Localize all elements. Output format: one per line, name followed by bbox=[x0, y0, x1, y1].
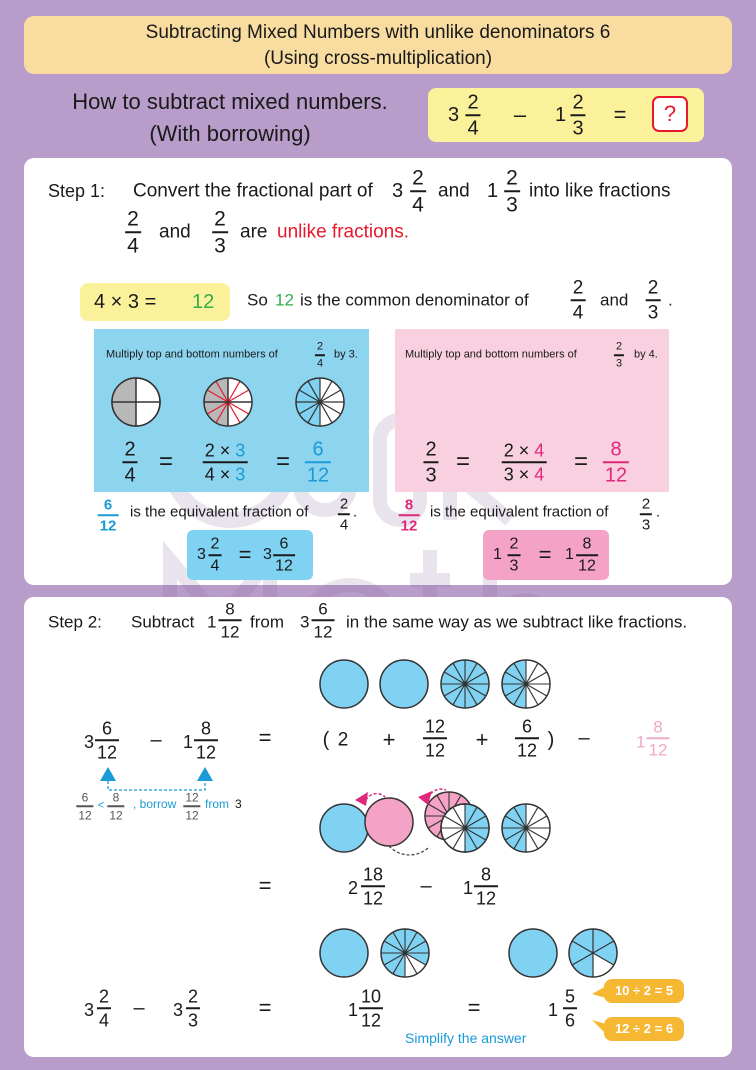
unlike-are: are bbox=[240, 221, 268, 243]
step1-label: Step 1: bbox=[48, 181, 106, 201]
s2-equals-1: = bbox=[258, 725, 272, 750]
problem-minus: – bbox=[513, 102, 527, 127]
s2-whole-3: 3 bbox=[84, 732, 95, 752]
s2-row3-2-3: 2 3 bbox=[187, 986, 199, 1030]
s2-minus: – bbox=[150, 729, 162, 751]
title-line-1: Subtracting Mixed Numbers with unlike denominators 6 bbox=[145, 22, 611, 43]
title-line-2: (Using cross-multiplication) bbox=[263, 48, 493, 69]
equiv-6-12: 6 12 bbox=[99, 496, 117, 534]
conv-right-8-12: 8 12 bbox=[578, 535, 596, 574]
conv-right-whole: 1 bbox=[493, 546, 502, 563]
s2-row3-minus: – bbox=[133, 997, 145, 1019]
cd-value: 12 bbox=[275, 290, 294, 310]
eq-left-equals-2: = bbox=[275, 448, 291, 475]
problem-equals: = bbox=[613, 102, 627, 127]
s2-plus-2: + bbox=[475, 727, 489, 752]
eq-right-8-12: 8 12 bbox=[604, 438, 628, 486]
s2-faded-whole: 1 bbox=[636, 732, 646, 752]
step2-whole-1: 1 bbox=[207, 612, 217, 632]
step2-subtract: Subtract bbox=[131, 612, 195, 632]
unlike-fractions-label: unlike fractions. bbox=[277, 221, 410, 243]
s2-two: 2 bbox=[337, 729, 349, 751]
conv-left-equals: = bbox=[238, 542, 252, 567]
eq-left-equals-1: = bbox=[158, 448, 174, 475]
equiv-left-period: . bbox=[353, 503, 358, 521]
equiv-right-text: is the equivalent fraction of bbox=[430, 503, 609, 521]
simplify-tag-denominator-text: 12 ÷ 2 = 6 bbox=[614, 1021, 674, 1036]
borrow-from: from bbox=[205, 797, 229, 811]
s2-frac-6-12: 6 12 bbox=[96, 718, 118, 762]
conv-right-whole-2: 1 bbox=[565, 546, 574, 563]
howto-line-1: How to subtract mixed numbers. bbox=[72, 89, 388, 114]
unlike-frac-2-4: 2 4 bbox=[127, 207, 139, 257]
cd-result: 12 bbox=[192, 291, 215, 313]
s2-minus-2: – bbox=[578, 727, 590, 749]
step1-like-fractions-text: into like fractions bbox=[529, 180, 671, 202]
s2-final-whole: 1 bbox=[548, 1000, 559, 1020]
s2-faded-8-12: 8 12 bbox=[648, 717, 668, 759]
unlike-and: and bbox=[159, 221, 191, 243]
s2-open-paren: ( bbox=[322, 729, 330, 751]
s2-equals-2: = bbox=[258, 873, 272, 898]
problem-fraction-1: 2 4 bbox=[467, 91, 479, 139]
borrow-6-12: 6 12 bbox=[78, 790, 92, 822]
equiv-left-2-4: 2 4 bbox=[339, 495, 349, 533]
answer-box: ? bbox=[652, 96, 688, 132]
borrow-12-12: 12 12 bbox=[185, 790, 199, 822]
unlike-frac-2-3: 2 3 bbox=[214, 207, 226, 257]
s2-frac-8-12: 8 12 bbox=[195, 718, 217, 762]
borrow-three: 3 bbox=[235, 797, 242, 811]
conv-right-equals: = bbox=[538, 542, 552, 567]
borrow-text: , borrow bbox=[133, 797, 177, 811]
step1-whole-3: 3 bbox=[392, 180, 404, 202]
problem-whole-1: 3 bbox=[448, 104, 460, 126]
equiv-left-text: is the equivalent fraction of bbox=[130, 503, 309, 521]
cd-calc: 4 × 3 = bbox=[94, 291, 157, 313]
s2-whole-1: 1 bbox=[183, 732, 194, 752]
s2-frac-12-12: 12 12 bbox=[424, 716, 446, 760]
s2-row3-10-12: 10 12 bbox=[360, 986, 382, 1030]
multiply-left-frac: 2 4 bbox=[316, 340, 324, 369]
step2-whole-3: 3 bbox=[300, 612, 310, 632]
multiply-right-frac: 2 3 bbox=[615, 340, 623, 369]
step2-from: from bbox=[250, 612, 284, 632]
step2-frac-8-12: 8 12 bbox=[220, 599, 240, 641]
s2-row3-whole-b: 3 bbox=[173, 1000, 184, 1020]
s2-row3-2-4: 2 4 bbox=[98, 986, 110, 1030]
cd-and: and bbox=[600, 290, 629, 310]
step2-rest-text: in the same way as we subtract like fractions. bbox=[346, 612, 688, 632]
cd-period: . bbox=[668, 290, 673, 310]
equiv-right-2-3: 2 3 bbox=[641, 495, 651, 533]
problem-fraction-2: 2 3 bbox=[572, 91, 584, 139]
equiv-right-period: . bbox=[656, 503, 661, 521]
multiply-left-text: Multiply top and bottom numbers of bbox=[106, 348, 278, 361]
eq-right-2-3: 2 3 bbox=[425, 438, 437, 486]
eq-right-equals-1: = bbox=[455, 448, 471, 475]
howto-line-2: (With borrowing) bbox=[149, 121, 311, 146]
step2-label: Step 2: bbox=[48, 612, 102, 632]
conv-left-6-12: 6 12 bbox=[275, 535, 293, 574]
multiply-left-by3: by 3. bbox=[334, 348, 358, 361]
eq-right-multiply: 2 × 4 3 × 4 bbox=[503, 440, 545, 484]
cd-frac-2-3: 2 3 bbox=[647, 277, 659, 323]
s2-final-5-6: 5 6 bbox=[564, 986, 576, 1030]
s2-equals-3: = bbox=[258, 995, 272, 1020]
eq-right-equals-2: = bbox=[573, 448, 589, 475]
cd-text: is the common denominator of bbox=[300, 290, 529, 310]
eq-left-2-4: 2 4 bbox=[124, 438, 136, 486]
s2-row2-whole-1: 1 bbox=[463, 878, 474, 898]
cd-frac-2-4: 2 4 bbox=[572, 277, 584, 323]
conv-left-whole: 3 bbox=[197, 546, 206, 563]
simplify-note: Simplify the answer bbox=[405, 1030, 527, 1046]
s2-plus-1: + bbox=[382, 727, 396, 752]
cd-so: So bbox=[247, 290, 268, 310]
borrow-8-12: 8 12 bbox=[109, 790, 123, 822]
s2-row2-8-12: 8 12 bbox=[475, 864, 497, 908]
step1-whole-1: 1 bbox=[487, 180, 499, 202]
equiv-8-12: 8 12 bbox=[400, 496, 418, 534]
s2-row3-result-whole: 1 bbox=[348, 1000, 359, 1020]
conv-left-2-4: 2 4 bbox=[210, 535, 220, 574]
step1-frac-2-3: 2 3 bbox=[506, 166, 518, 216]
conv-left-whole-2: 3 bbox=[263, 546, 272, 563]
multiply-right-by4: by 4. bbox=[634, 348, 658, 361]
multiply-right-text: Multiply top and bottom numbers of bbox=[405, 348, 577, 361]
s2-row2-18-12: 18 12 bbox=[362, 864, 384, 908]
eq-left-multiply: 2 × 3 4 × 3 bbox=[204, 440, 246, 484]
s2-frac-6-12-b: 6 12 bbox=[516, 716, 538, 760]
s2-close-paren: ) bbox=[547, 729, 555, 751]
step2-frac-6-12: 6 12 bbox=[313, 599, 333, 641]
s2-row2-minus: – bbox=[420, 875, 432, 897]
step1-frac-2-4: 2 4 bbox=[412, 166, 424, 216]
conv-right-2-3: 2 3 bbox=[509, 535, 519, 574]
eq-left-6-12: 6 12 bbox=[306, 438, 330, 486]
s2-equals-4: = bbox=[467, 995, 481, 1020]
problem-whole-2: 1 bbox=[555, 104, 567, 126]
step1-and: and bbox=[438, 180, 470, 202]
borrow-lt: < bbox=[97, 799, 105, 812]
step1-instruction: Convert the fractional part of bbox=[133, 180, 373, 202]
s2-row3-whole-3: 3 bbox=[84, 1000, 95, 1020]
s2-row2-whole-2: 2 bbox=[348, 878, 359, 898]
simplify-tag-numerator-text: 10 ÷ 2 = 5 bbox=[614, 983, 674, 998]
